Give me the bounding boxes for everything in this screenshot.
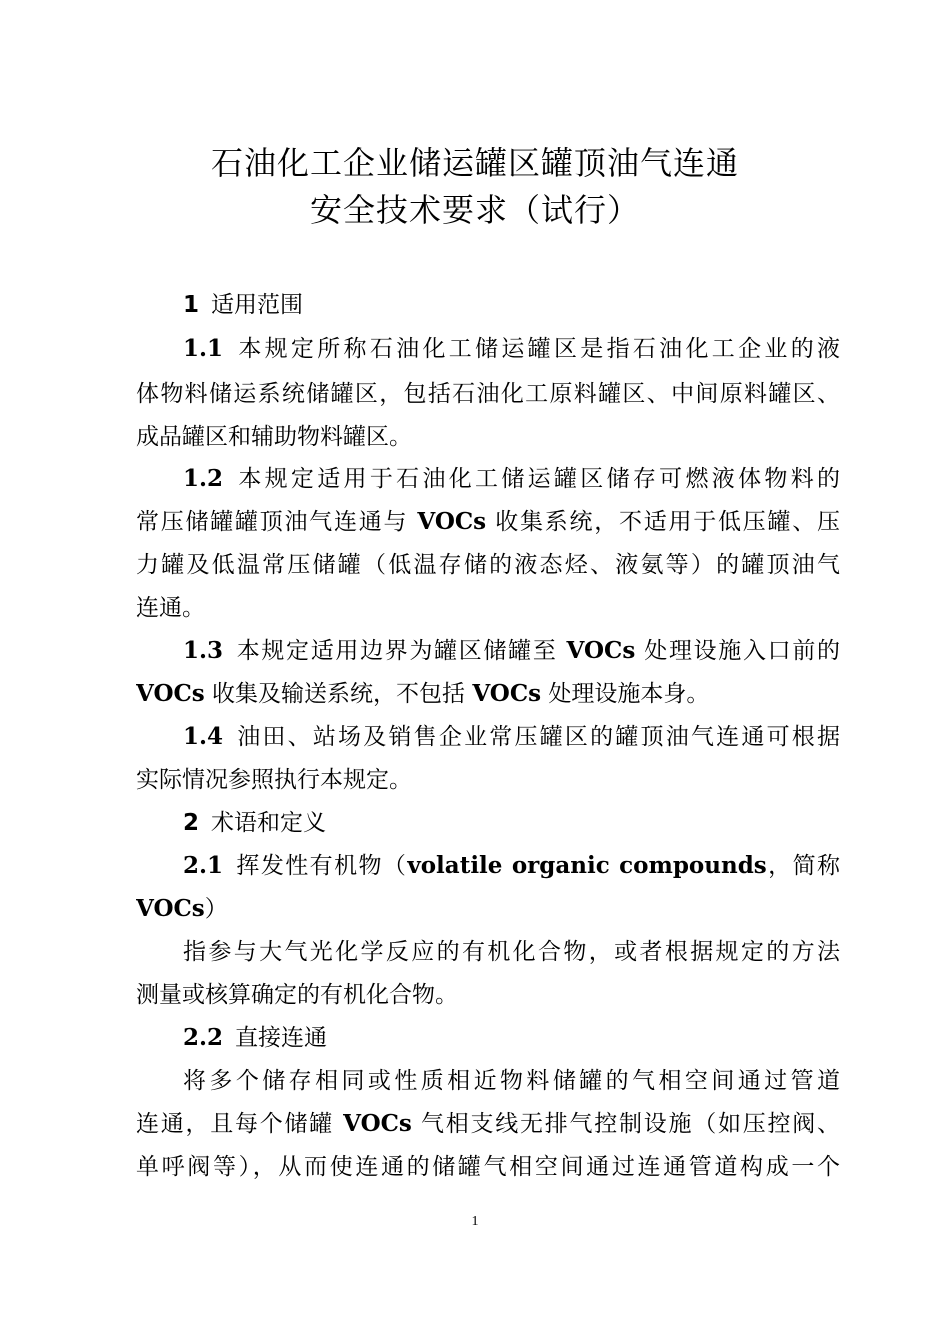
clause-1-4-line-1 bbox=[183, 722, 840, 752]
vocs-term: VOCs bbox=[566, 637, 636, 664]
clause-text: 连通，且每个储罐 bbox=[136, 1111, 335, 1137]
clause-1-2-line-1 bbox=[183, 464, 840, 494]
clause-text: 气相支线无排气控制设施（如压控阀、 bbox=[420, 1111, 840, 1137]
page-number: 1 bbox=[471, 1214, 479, 1229]
clause-1-2-line-4: 连通。 bbox=[136, 595, 205, 621]
clause-text: 处理设施入口前的 bbox=[644, 638, 840, 664]
clause-1-3-line-2 bbox=[136, 679, 840, 709]
term-text: 挥发性有机物（ bbox=[235, 853, 408, 879]
definition-2-1-title-line-2 bbox=[136, 894, 840, 924]
definition-2-2-body-line-3: 单呼阀等），从而使连通的储罐气相空间通过连通管道构成一个 bbox=[136, 1154, 840, 1180]
term-text: 直接连通 bbox=[235, 1025, 328, 1051]
clause-1-2-line-2 bbox=[136, 507, 840, 537]
clause-1-4-line-2: 实际情况参照执行本规定。 bbox=[136, 767, 412, 793]
clause-1-1-line-3: 成品罐区和辅助物料罐区。 bbox=[136, 424, 412, 450]
vocs-term: VOCs bbox=[472, 680, 542, 707]
clause-text: 本规定所称石油化工储运罐区是指石油化工企业的液 bbox=[235, 336, 840, 362]
definition-2-1-body-line-2: 测量或核算确定的有机化合物。 bbox=[136, 982, 458, 1008]
clause-1-3-line-1 bbox=[183, 636, 840, 666]
definition-2-2-title bbox=[183, 1023, 840, 1053]
clause-number: 2.1 bbox=[183, 852, 224, 879]
section-title: 适用范围 bbox=[211, 292, 304, 318]
definition-2-1-body-line-1: 指参与大气光化学反应的有机化合物，或者根据规定的方法 bbox=[183, 939, 840, 965]
clause-number: 2.2 bbox=[183, 1024, 224, 1051]
english-term: volatile organic compounds bbox=[407, 852, 767, 879]
vocs-term: VOCs bbox=[136, 680, 205, 707]
clause-text: 收集系统，不适用于低压罐、压 bbox=[495, 509, 840, 535]
term-text: ，简称 bbox=[766, 853, 840, 879]
term-text: ） bbox=[204, 896, 228, 922]
document-title-line-2: 安全技术要求（试行） bbox=[309, 191, 640, 229]
section-number: 2 bbox=[183, 810, 200, 836]
clause-1-1-line-1 bbox=[183, 334, 840, 364]
vocs-term: VOCs bbox=[417, 508, 487, 535]
vocs-term: VOCs bbox=[136, 895, 205, 922]
vocs-term: VOCs bbox=[343, 1110, 412, 1137]
section-1-heading bbox=[183, 290, 840, 320]
clause-1-2-line-3: 力罐及低温常压储罐（低温存储的液态烃、液氨等）的罐顶油气 bbox=[136, 552, 840, 578]
clause-number: 1.2 bbox=[183, 465, 224, 492]
clause-text: 常压储罐罐顶油气连通与 bbox=[136, 509, 409, 535]
clause-number: 1.4 bbox=[183, 723, 224, 750]
clause-number: 1.3 bbox=[183, 637, 224, 664]
definition-2-2-body-line-2 bbox=[136, 1109, 840, 1139]
definition-2-1-title-line-1 bbox=[183, 851, 840, 881]
section-title: 术语和定义 bbox=[211, 810, 327, 836]
clause-text: 收集及输送系统，不包括 bbox=[212, 681, 466, 707]
clause-text: 本规定适用边界为罐区储罐至 bbox=[235, 638, 558, 664]
clause-text: 处理设施本身。 bbox=[548, 681, 710, 707]
document-title-line-1: 石油化工企业储运罐区罐顶油气连通 bbox=[210, 144, 739, 182]
clause-text: 油田、站场及销售企业常压罐区的罐顶油气连通可根据 bbox=[235, 724, 840, 750]
section-2-heading bbox=[183, 808, 840, 838]
definition-2-2-body-line-1: 将多个储存相同或性质相近物料储罐的气相空间通过管道 bbox=[183, 1068, 840, 1094]
clause-1-1-line-2: 体物料储运系统储罐区，包括石油化工原料罐区、中间原料罐区、 bbox=[136, 381, 840, 407]
clause-number: 1.1 bbox=[183, 335, 224, 362]
clause-text: 本规定适用于石油化工储运罐区储存可燃液体物料的 bbox=[235, 466, 840, 492]
section-number: 1 bbox=[183, 292, 200, 318]
